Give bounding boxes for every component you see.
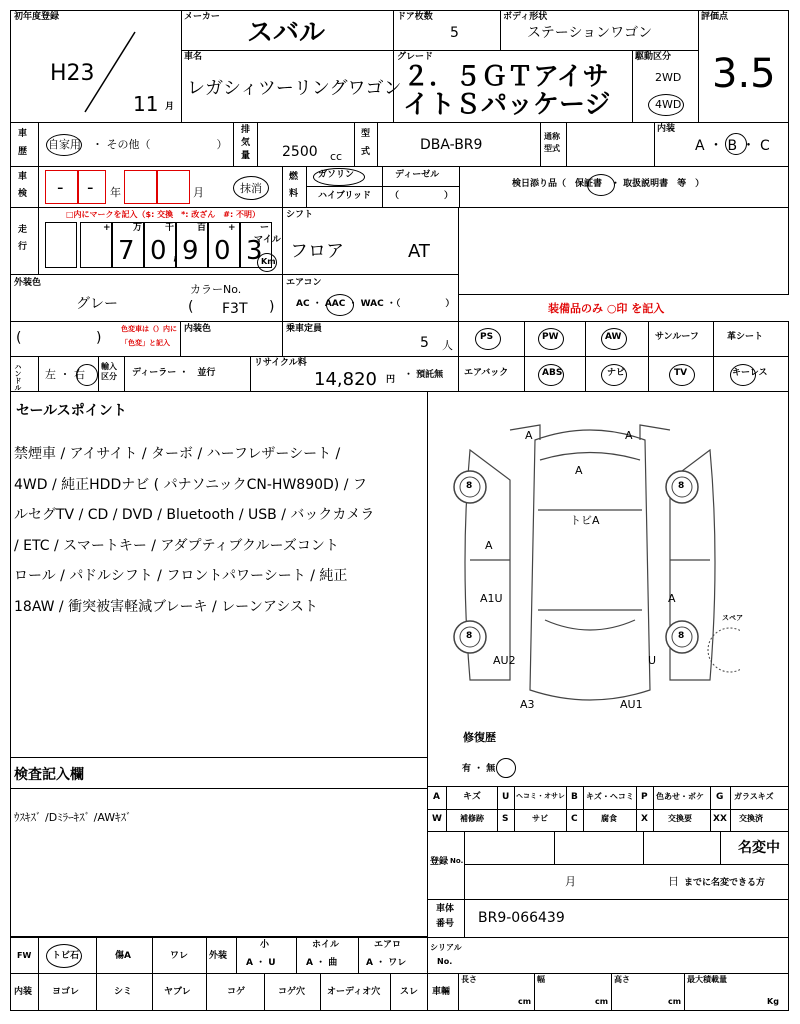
mileage-digit: 3 bbox=[246, 236, 263, 266]
era-year: H23 bbox=[50, 61, 95, 86]
equip-airbag: エアバック bbox=[464, 368, 509, 378]
grade-line1: ２．５ＧＴアイサ bbox=[403, 62, 609, 92]
air-conditioner: AC ・ AAC ・ WAC ・（ ） bbox=[296, 299, 455, 309]
car-diagram bbox=[440, 410, 740, 710]
body-type: ステーションワゴン bbox=[527, 25, 653, 41]
drive-4wd-circle bbox=[648, 94, 684, 116]
equip-abs: ABS bbox=[542, 368, 563, 378]
slash-mark bbox=[80, 30, 140, 115]
mileage-note: □内にマークを記入（$: 交換 *: 改ざん #: 不明） bbox=[66, 210, 260, 219]
equip-ps: PS bbox=[480, 332, 494, 342]
equip-sunroof: サンルーフ bbox=[655, 332, 699, 342]
equip-leather: 革シート bbox=[727, 332, 764, 342]
score: 3.5 bbox=[712, 51, 776, 97]
mileage-digit: 9 bbox=[182, 236, 199, 266]
accessories-docs: 検日添り品（ 保証書 ・ 取扱説明書 等 ） bbox=[512, 179, 705, 189]
color-number: F3T bbox=[222, 301, 248, 317]
first-reg-label: 初年度登録 bbox=[14, 12, 60, 22]
equip-aw: AW bbox=[605, 332, 622, 342]
shift-type: フロア bbox=[290, 241, 344, 262]
repair-value: 有 ・ 無 bbox=[462, 764, 496, 774]
exterior-color: グレー bbox=[76, 296, 118, 312]
equip-keyless: キーレス bbox=[732, 368, 768, 378]
model-code: DBA-BR9 bbox=[420, 137, 483, 153]
handle-side: 左 ・ 右 bbox=[45, 368, 85, 381]
car-name: レガシィツーリングワゴン bbox=[187, 78, 402, 99]
transmission: AT bbox=[408, 241, 430, 262]
equip-navi: ナビ bbox=[607, 368, 626, 378]
inspection-status: 抹消 bbox=[240, 182, 262, 195]
capacity: 5 bbox=[420, 335, 429, 351]
reg-month: 11 bbox=[133, 92, 159, 116]
history-value: 自家用 ・ その他（ ） bbox=[48, 138, 228, 151]
displacement: 2500 bbox=[282, 144, 318, 160]
mileage-digit: 7 bbox=[118, 236, 135, 266]
recycle-fee: 14,820 bbox=[314, 369, 377, 390]
chassis-number: BR9-066439 bbox=[478, 910, 565, 926]
sales-title: セールスポイント bbox=[16, 403, 127, 419]
maker: スバル bbox=[247, 18, 326, 48]
equipment-title: 装備品のみ ○印 を記入 bbox=[548, 302, 665, 315]
inspection-notes-text: ｳｽｷｽﾞ /Dﾐﾗｰｷｽﾞ /AWｷｽﾞ bbox=[14, 811, 132, 824]
doors: 5 bbox=[450, 25, 459, 41]
interior-grade: A ・ B ・ C bbox=[695, 138, 770, 154]
equip-pw: PW bbox=[542, 332, 559, 342]
grade-line2: イトＳパッケージ bbox=[403, 90, 611, 120]
name-change-status: 名変中 bbox=[738, 840, 780, 856]
inspection-notes-title: 検査記入欄 bbox=[14, 767, 84, 783]
mileage-digit: 0 bbox=[150, 236, 167, 266]
equip-tv: TV bbox=[674, 368, 688, 378]
mileage-digit: 0 bbox=[214, 236, 231, 266]
repair-label: 修復歴 bbox=[463, 731, 496, 744]
